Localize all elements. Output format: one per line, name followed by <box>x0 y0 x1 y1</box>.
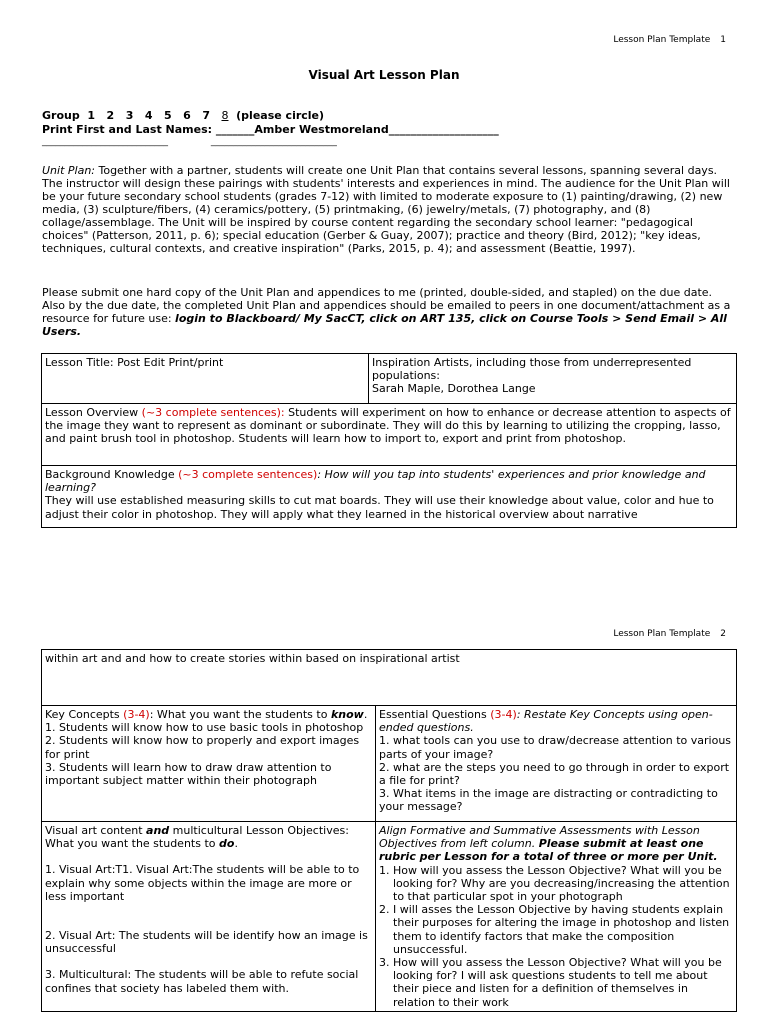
names-value: _______Amber Westmoreland____________________ <box>215 123 499 136</box>
assessment-item: 2. I will asses the Lesson Objective by having students explain their purposes for altering the image in photoshop and listen them to identify factors that make the composition unsuccessful. <box>393 903 733 956</box>
essential-questions-requirement: (3-4) <box>490 708 517 721</box>
key-concepts-emphasis: know <box>330 708 364 721</box>
document-title: Visual Art Lesson Plan <box>308 68 460 82</box>
lesson-title-cell <box>42 354 369 404</box>
submit-instructions: login to Blackboard/ My SacCT, click on ART 135, click on Course Tools > Send Email > All Users. <box>42 312 727 338</box>
key-concepts-prompt: : What you want the students to <box>149 708 331 721</box>
group-selected: 8 <box>221 109 229 122</box>
overview-cell <box>42 404 737 466</box>
essential-question-item: 3. What items in the image are distracting or contradicting to your message? <box>379 787 718 814</box>
group-option: 7 <box>202 109 210 122</box>
essential-questions-label: Essential Questions <box>379 708 491 721</box>
group-option: 2 <box>106 109 115 122</box>
lesson-title: Lesson Title: Post Edit Print/print <box>45 356 224 369</box>
essential-question-item: 1. what tools can you use to draw/decrease attention to various parts of your image? <box>379 734 732 761</box>
essential-question-item: 2. what are the steps you need to go through in order to export a file for print? <box>379 760 730 788</box>
names-label: Print First and Last Names: <box>42 123 213 136</box>
group-line <box>42 109 732 122</box>
page-number: 2 <box>720 629 726 639</box>
objectives-cell: Visual art content and multicultural Lesson Objectives: What you want the students to do. 1. Visual Art:T1. Visual Art:The students will be able to to explain why some objects within the image are more or less important 2. Visual Art: The students will be identify how an image is unsuccessful 3. Multicultural: The students will be able to refute social confines that society has labeled them with. <box>42 822 376 1012</box>
page-2 <box>0 600 768 1024</box>
key-concept-item: 2. Students will know how to properly and export images for print <box>45 734 360 761</box>
assessment-item: 3. How will you assess the Lesson Objective? What will you be looking for? I will ask questions students to tell me about their piece and listen for a definition of themselves in relation to their work <box>393 956 733 1009</box>
lesson-table <box>41 353 737 528</box>
unit-plan-paragraph <box>42 164 732 255</box>
objective-item: 3. Multicultural: The students will be able to refute social confines that society has labeled them with. <box>45 968 359 995</box>
unit-plan-text: Together with a partner, students will create one Unit Plan that contains several lessons, spanning several days. The instructor will design these pairings with students' interests and experiences in mind. The audience for the Unit Plan will be your future secondary school students (grades 7-12) with limited to moderate exposure to (1) painting/drawing, (2) new media, (3) sculpture/fibers, (4) ceramics/pottery, (5) printmaking, (6) jewelry/metals, (7) photography, and (8) collage/assemblage. The Unit will be inspired by course content regarding the secondary school learner: "pedagogical choices" (Patterson, 2011, p. 6); special education (Gerber & Guay, 2007); practice and theory (Bird, 2012); "key ideas, techniques, cultural contexts, and creative inspiration" (Parks, 2015, p. 4); and assessment (Beattie, 1997). <box>42 164 730 255</box>
objectives-label: Visual art content <box>45 824 147 837</box>
continuation-cell <box>42 650 737 706</box>
header-label: Lesson Plan Template <box>613 35 711 45</box>
background-text: They will use established measuring skills to cut mat boards. They will use their knowledge about value, color and hue to adjust their color in photoshop. They will apply what they learned in the historical overview about narrative <box>45 494 714 521</box>
background-cell <box>42 466 737 528</box>
names-line <box>42 123 732 136</box>
group-option: 3 <box>125 109 134 122</box>
essential-questions-prompt: : Restate Key Concepts using open-ended questions. <box>379 708 713 735</box>
page-number: 1 <box>720 35 726 45</box>
unit-plan-label: Unit Plan: <box>42 164 95 177</box>
running-header <box>613 35 726 45</box>
key-concept-item: 1. Students will know how to use basic tools in photoshop <box>45 721 364 735</box>
objectives-emphasis: do <box>219 837 235 851</box>
assessment-item: 1. How will you assess the Lesson Objective? What will you be looking for? Why are you decreasing/increasing the attention to that particular spot in your photograph <box>393 864 733 904</box>
inspiration-label: Inspiration Artists, including those from underrepresented populations: <box>372 356 692 383</box>
background-requirement: (~3 complete sentences) <box>178 468 318 481</box>
group-option: 1 <box>87 109 96 122</box>
overview-requirement: (~3 complete sentences): <box>141 406 285 419</box>
key-concepts-label: Key Concepts <box>45 708 124 721</box>
submit-text: Please submit one hard copy of the Unit Plan and appendices to me (printed, double-sided, and stapled) on the due date. Also by the due date, the completed Unit Plan and appendices should be emailed to peers in one document/attachment as a resource for future use: <box>42 286 731 325</box>
objective-item: 1. Visual Art:T1. Visual Art:The students will be able to to explain why some objects within the image are more or less important <box>45 863 360 903</box>
background-question: : How will you tap into students' experiences and prior knowledge and learning? <box>45 468 706 495</box>
key-concepts-cell: Key Concepts (3-4): What you want the students to know. 1. Students will know how to use basic tools in photoshop 2. Students will know how to properly and export images for print 3. Students will learn how to draw draw attention to important subject matter within their photograph <box>42 706 376 822</box>
key-concepts-requirement: (3-4) <box>123 708 150 721</box>
assessments-prompt: Align Formative and Summative Assessments with Lesson Objectives from left column. <box>379 824 700 851</box>
group-option: 4 <box>144 109 153 122</box>
running-header <box>613 629 726 639</box>
names-line-2 <box>42 136 732 149</box>
group-option: 5 <box>164 109 172 122</box>
blank-line: ____________________________ <box>42 137 168 147</box>
overview-text: Students will experiment on how to enhance or decrease attention to aspects of the image they want to represent as dominant or subordinate. They will do this by learning to utilizing the cropping, lasso, and paint brush tool in photoshop. Students will learn how to import to, export and print from photoshop. <box>45 406 731 446</box>
assessments-rubric-note: Please submit at least one rubric per Lesson for a total of three or more per Unit. <box>379 837 718 864</box>
assessments-cell <box>376 822 737 1012</box>
key-concept-item: 3. Students will learn how to draw draw attention to important subject matter within their photograph <box>45 760 332 788</box>
objective-item: 2. Visual Art: The students will be identify how an image is unsuccessful <box>45 929 368 956</box>
overview-label: Lesson Overview <box>45 406 142 419</box>
assessments-list <box>379 864 733 1009</box>
submit-paragraph <box>42 286 732 338</box>
group-label: Group <box>42 109 80 122</box>
background-label: Background Knowledge <box>45 468 179 481</box>
header-label: Lesson Plan Template <box>613 629 711 639</box>
essential-questions-cell <box>376 706 737 822</box>
lesson-table-continued <box>41 649 737 1012</box>
group-option: 6 <box>183 109 191 122</box>
background-continuation: within art and and how to create stories within based on inspirational artist <box>45 652 460 665</box>
blank-line: ____________________________ <box>210 137 337 147</box>
inspiration-cell <box>369 354 737 404</box>
objectives-label-cont: multicultural Lesson Objectives: What you want the students to <box>45 824 349 851</box>
group-note: (please circle) <box>236 109 325 122</box>
objectives-and: and <box>146 824 170 837</box>
inspiration-artists: Sarah Maple, Dorothea Lange <box>372 382 536 396</box>
